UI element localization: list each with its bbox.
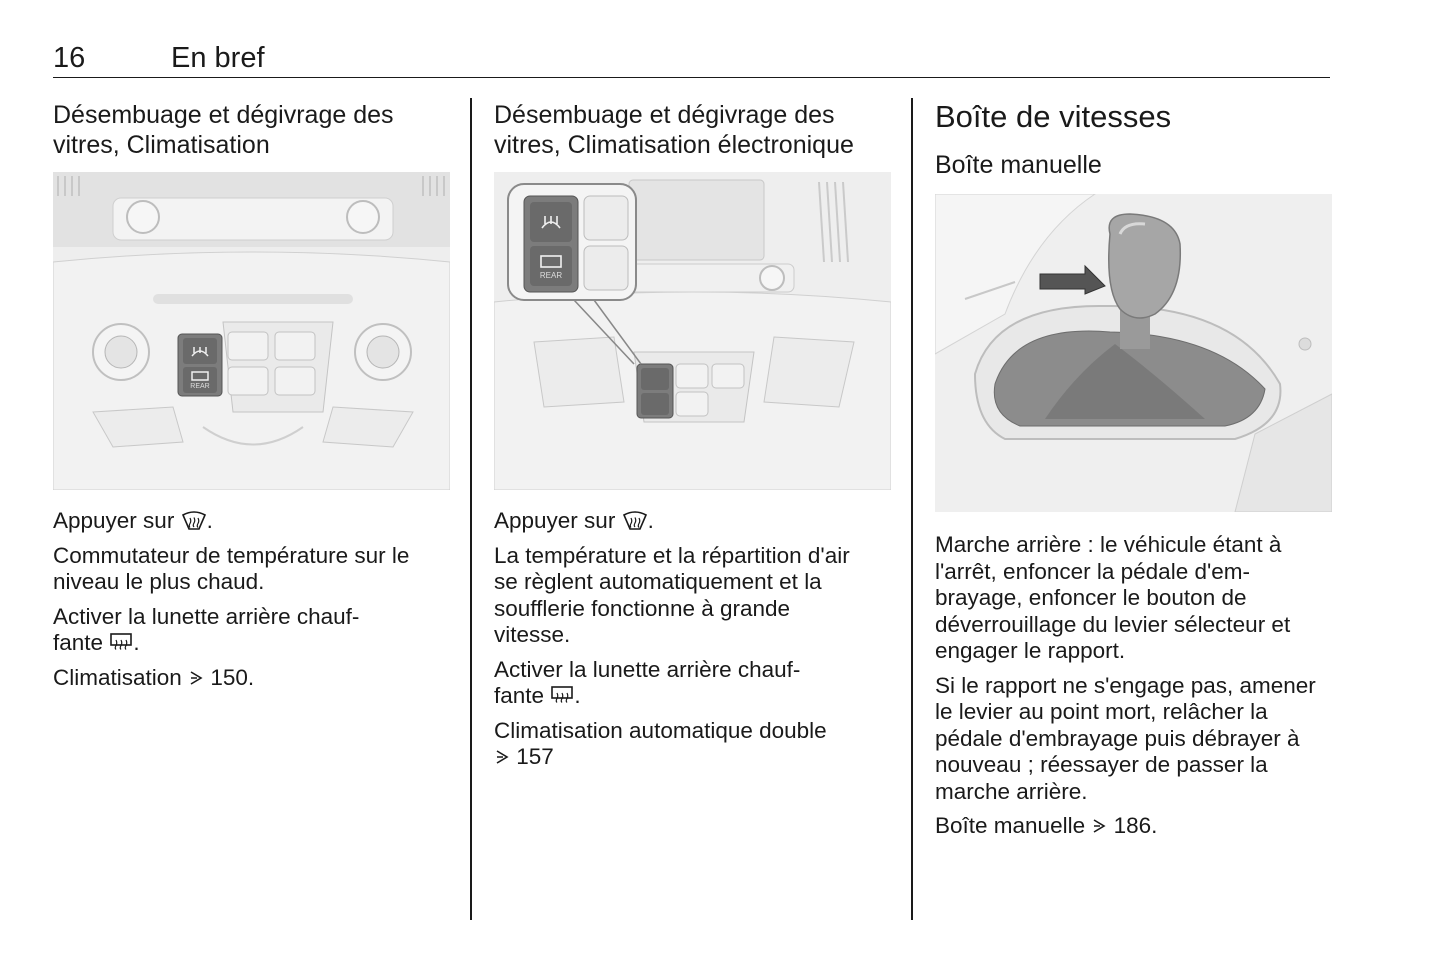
column-defog-climatisation [53, 100, 451, 699]
page-header [53, 40, 1330, 78]
column-divider [470, 98, 472, 920]
windscreen-defrost-icon [622, 509, 648, 531]
rear-window-heating-icon [550, 684, 574, 706]
rear-window-heating-icon [109, 631, 133, 653]
col2-paragraph-2: La température et la répartition d'air se règlent automatiquement et la soufflerie fonctionne à grande vitesse. [494, 542, 850, 647]
page-reference[interactable]: 150. [210, 664, 255, 690]
col3-paragraph-2: Si le rapport ne s'engage pas, amener le levier au point mort, relâcher la pédale d'embrayage puis débrayer à nouveau ; réessayer de passer la marche arrière. [935, 672, 1316, 804]
section-title: En bref [171, 42, 265, 74]
electronic-climate-figure [494, 172, 891, 490]
col2-paragraph-1: Appuyer sur . [494, 508, 654, 533]
col1-paragraph-1: Appuyer sur . [53, 508, 213, 533]
page-number: 16 [53, 42, 86, 74]
rear-label: REAR [539, 271, 563, 280]
col1-heading: Désembuage et dégivrage des vitres, Climatisation [53, 101, 394, 159]
col1-paragraph-4: Climatisation 150. [53, 664, 255, 690]
col1-paragraph-3: Activer la lunette arrière chauf- fante . [53, 603, 360, 655]
manual-gearshift-figure [935, 194, 1332, 512]
col3-paragraph-1: Marche arrière : le véhicule étant à l'arrêt, enfoncer la pédale d'em- brayage, enfoncer le bouton de déverrouillage du levier sélecteur et engager le rapport. [935, 532, 1291, 663]
column-gearbox [935, 98, 1333, 848]
column-defog-electronic [494, 100, 892, 779]
col2-heading: Désembuage et dégivrage des vitres, Climatisation électronique [494, 101, 854, 159]
col1-paragraph-2: Commutateur de température sur le niveau le plus chaud. [53, 542, 410, 594]
page-reference-arrow-icon [494, 747, 510, 767]
col2-paragraph-3: Activer la lunette arrière chauf- fante . [494, 656, 801, 708]
windscreen-defrost-icon [181, 509, 207, 531]
page-reference[interactable]: 186. [1113, 813, 1158, 838]
page-reference[interactable]: 157 [516, 744, 554, 769]
rear-label: REAR [190, 383, 210, 390]
page-reference-arrow-icon [1091, 816, 1107, 836]
column-divider [911, 98, 913, 920]
gearbox-title: Boîte de vitesses [935, 99, 1172, 134]
manual-gearbox-subtitle: Boîte manuelle [935, 151, 1102, 179]
page-reference-arrow-icon [188, 668, 204, 688]
col3-paragraph-3: Boîte manuelle 186. [935, 813, 1158, 838]
dashboard-climate-figure [53, 172, 450, 490]
col2-paragraph-4: Climatisation automatique double 157 [494, 717, 827, 769]
